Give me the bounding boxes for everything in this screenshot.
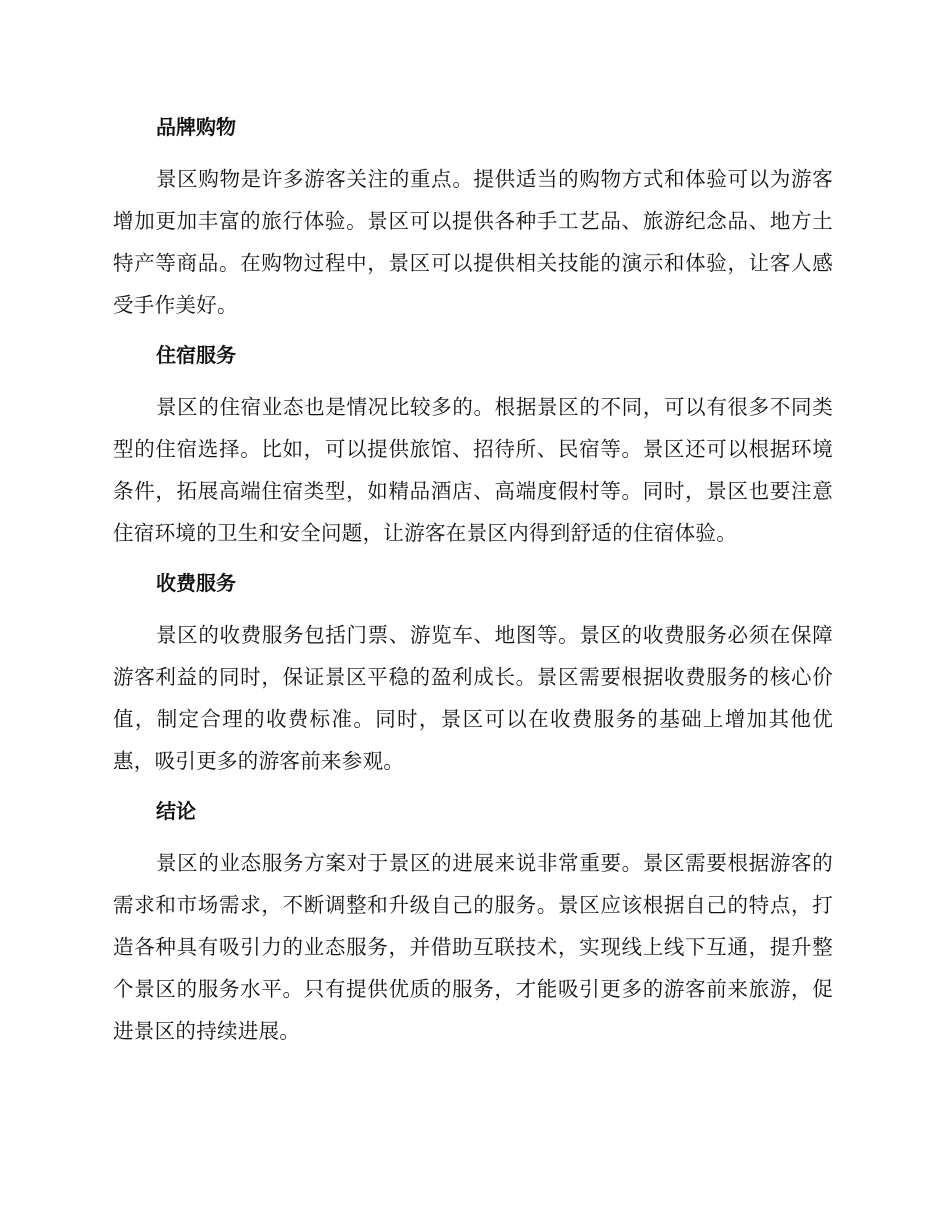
section-brand-shopping <box>113 108 833 326</box>
section-paragraph: 景区的业态服务方案对于景区的进展来说非常重要。景区需要根据游客的需求和市场需求，不断调整和升级自己的服务。景区应该根据自己的特点，打造各种具有吸引力的业态服务，并借助互联技术，实现线上线下互通，提升整个景区的服务水平。只有提供优质的服务，才能吸引更多的游客前来旅游，促进景区的持续进展。 <box>113 851 833 1043</box>
section-heading: 住宿服务 <box>156 343 236 367</box>
section-accommodation <box>113 336 833 554</box>
document-page <box>113 108 833 1062</box>
section-heading: 收费服务 <box>156 571 236 595</box>
section-paragraph: 景区的住宿业态也是情况比较多的。根据景区的不同，可以有很多不同类型的住宿选择。比如，可以提供旅馆、招待所、民宿等。景区还可以根据环境条件，拓展高端住宿类型，如精品酒店、高端度假村等。同时，景区也要注意住宿环境的卫生和安全问题，让游客在景区内得到舒适的住宿体验。 <box>113 395 833 545</box>
section-paid-services <box>113 564 833 782</box>
section-heading: 结论 <box>156 799 196 823</box>
section-conclusion <box>113 792 833 1052</box>
section-paragraph: 景区的收费服务包括门票、游览车、地图等。景区的收费服务必须在保障游客利益的同时，保证景区平稳的盈利成长。景区需要根据收费服务的核心价值，制定合理的收费标准。同时，景区可以在收费服务的基础上增加其他优惠，吸引更多的游客前来参观。 <box>113 623 833 773</box>
section-heading: 品牌购物 <box>156 115 236 139</box>
section-paragraph: 景区购物是许多游客关注的重点。提供适当的购物方式和体验可以为游客增加更加丰富的旅行体验。景区可以提供各种手工艺品、旅游纪念品、地方土特产等商品。在购物过程中，景区可以提供相关技能的演示和体验，让客人感受手作美好。 <box>113 167 833 317</box>
